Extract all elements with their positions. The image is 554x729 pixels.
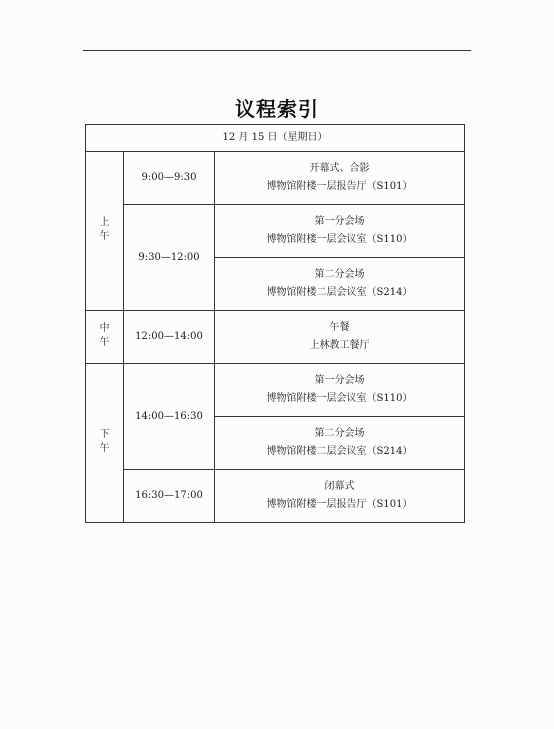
session-cell (215, 152, 465, 205)
session-venue: 上林教工餐厅 (309, 340, 370, 351)
period-label: 中午 (99, 323, 110, 348)
session-cell (215, 311, 465, 364)
session-name: 开幕式、合影 (309, 163, 370, 174)
session-name: 午餐 (329, 322, 350, 333)
period-noon (86, 311, 124, 364)
agenda-table (85, 124, 465, 523)
session-name: 第二分会场 (314, 428, 365, 439)
time-cell: 9:30—12:00 (124, 205, 215, 311)
session-venue: 博物馆附楼二层会议室（S214） (266, 446, 413, 457)
table-row (86, 311, 465, 364)
session-cell (215, 205, 465, 258)
session-cell (215, 258, 465, 311)
session-name: 第一分会场 (314, 216, 365, 227)
period-label: 上午 (99, 217, 110, 242)
session-venue: 博物馆附楼一层会议室（S110） (266, 393, 413, 404)
table-row (86, 470, 465, 523)
session-name: 第二分会场 (314, 269, 365, 280)
table-row (86, 152, 465, 205)
session-venue: 博物馆附楼一层会议室（S110） (266, 234, 413, 245)
table-row (86, 205, 465, 258)
session-venue: 博物馆附楼二层会议室（S214） (266, 287, 413, 298)
date-row (86, 125, 465, 152)
session-venue: 博物馆附楼一层报告厅（S101） (266, 181, 413, 192)
session-name: 闭幕式 (324, 481, 355, 492)
session-venue: 博物馆附楼一层报告厅（S101） (266, 499, 413, 510)
page-title: 议程索引 (235, 97, 319, 121)
session-cell (215, 364, 465, 417)
date-cell: 12 月 15 日（星期日） (86, 125, 465, 152)
session-cell (215, 470, 465, 523)
header-rule (83, 50, 471, 51)
time-cell: 9:00—9:30 (124, 152, 215, 205)
session-name: 第一分会场 (314, 375, 365, 386)
time-cell: 14:00—16:30 (124, 364, 215, 470)
period-afternoon (86, 364, 124, 523)
period-morning (86, 152, 124, 311)
table-row (86, 364, 465, 417)
time-cell: 12:00—14:00 (124, 311, 215, 364)
period-label: 下午 (99, 429, 110, 454)
session-cell (215, 417, 465, 470)
time-cell: 16:30—17:00 (124, 470, 215, 523)
